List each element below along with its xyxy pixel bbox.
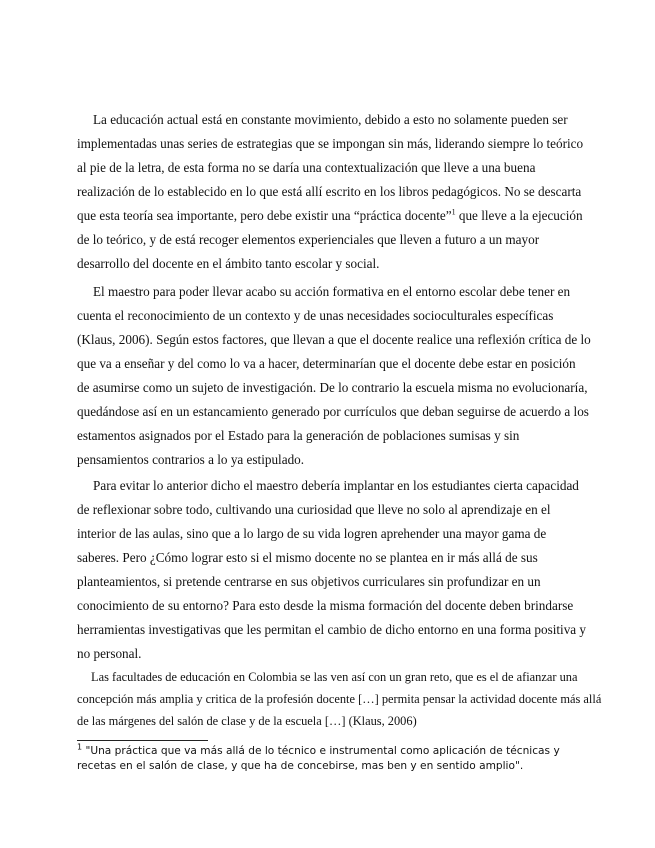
paragraph-line: de lo teórico, y de está recoger elementos experienciales que lleven a futuro a un mayor — [77, 232, 540, 247]
footnote-reference[interactable]: 1 — [451, 207, 456, 217]
quote-line: Las facultades de educación en Colombia se las ven así con un gran reto, que es el de afianzar una — [91, 670, 578, 684]
paragraph-line: realización de lo establecido en lo que está allí escrito en los libros pedagógicos. No se descarta — [77, 184, 582, 199]
footnote-marker: 1 — [77, 742, 83, 752]
paragraph-line: quedándose así en un estancamiento generado por currículos que deban seguirse de acuerdo a los — [77, 404, 589, 419]
paragraph-line: Para evitar lo anterior dicho el maestro debería implantar en los estudiantes cierta capacidad — [93, 478, 579, 493]
paragraph-line: que va a enseñar y del como lo va a hacer, determinarían que el docente debe estar en posición — [77, 356, 576, 371]
paragraph-line: conocimiento de su entorno? Para esto desde la misma formación del docente deben brindarse — [77, 598, 574, 613]
paragraph-line: al pie de la letra, de esta forma no se daría una contextualización que lleve a una buena — [77, 160, 536, 175]
paragraph-line-text: que esta teoría sea importante, pero debe existir una “práctica docente” — [77, 208, 452, 223]
footnote-separator — [77, 740, 208, 741]
paragraph-1 — [77, 108, 584, 276]
paragraph-line: planteamientos, si pretende centrarse en sus objetivos curriculares sin profundizar en un — [77, 574, 541, 589]
paragraph-line: desarrollo del docente en el ámbito tanto escolar y social. — [77, 256, 380, 271]
paragraph-line-text: que lleve a la ejecución — [455, 208, 583, 223]
paragraph-line: saberes. Pero ¿Cómo lograr esto si el mismo docente no se plantea en ir más allá de sus — [77, 550, 538, 565]
paragraph-line: no personal. — [77, 646, 142, 661]
paragraph-line: interior de las aulas, sino que a lo largo de su vida logren aprehender una mayor gama de — [77, 526, 547, 541]
quote-line: de las márgenes del salón de clase y de la escuela […] (Klaus, 2006) — [77, 714, 417, 728]
paragraph-line: de reflexionar sobre todo, cultivando una curiosidad que lleve no solo al aprendizaje en el — [77, 502, 551, 517]
paragraph-line: cuenta el reconocimiento de un contexto y de unas necesidades socioculturales específicas — [77, 308, 554, 323]
footnote-line — [77, 744, 580, 759]
paragraph-line: implementadas unas series de estrategias que se impongan sin más, liderando siempre lo teórico — [77, 136, 584, 151]
paragraph-line: (Klaus, 2006). Según estos factores, que llevan a que el docente realice una reflexión crítica de lo — [77, 332, 591, 347]
footnote-line: recetas en el salón de clase, y que ha de concebirse, mas ben y en sentido amplio". — [77, 760, 524, 772]
paragraph-line: de asumirse como un sujeto de investigación. De lo contrario la escuela misma no evolucionaría, — [77, 380, 588, 395]
paragraph-line: herramientas investigativas que les permitan el cambio de dicho entorno en una forma positiva y — [77, 622, 587, 637]
paragraph-line: pensamientos contrarios a lo ya estipulado. — [77, 452, 305, 467]
paragraph-line: El maestro para poder llevar acabo su acción formativa en el entorno escolar debe tener en — [93, 284, 571, 299]
paragraph-line: La educación actual está en constante movimiento, debido a esto no solamente pueden ser — [93, 112, 568, 127]
quote-line: concepción más amplia y critica de la profesión docente […] permita pensar la actividad docente más allá — [77, 692, 602, 706]
paragraph-3 — [77, 474, 587, 666]
footnote-text: "Una práctica que va más allá de lo técnico e instrumental como aplicación de técnicas y — [82, 745, 560, 757]
paragraph-2 — [77, 280, 591, 472]
paragraph-line: estamentos asignados por el Estado para la generación de poblaciones sumisas y sin — [77, 428, 520, 443]
block-quote — [77, 666, 602, 732]
paragraph-line — [77, 204, 583, 228]
footnote — [77, 744, 580, 774]
